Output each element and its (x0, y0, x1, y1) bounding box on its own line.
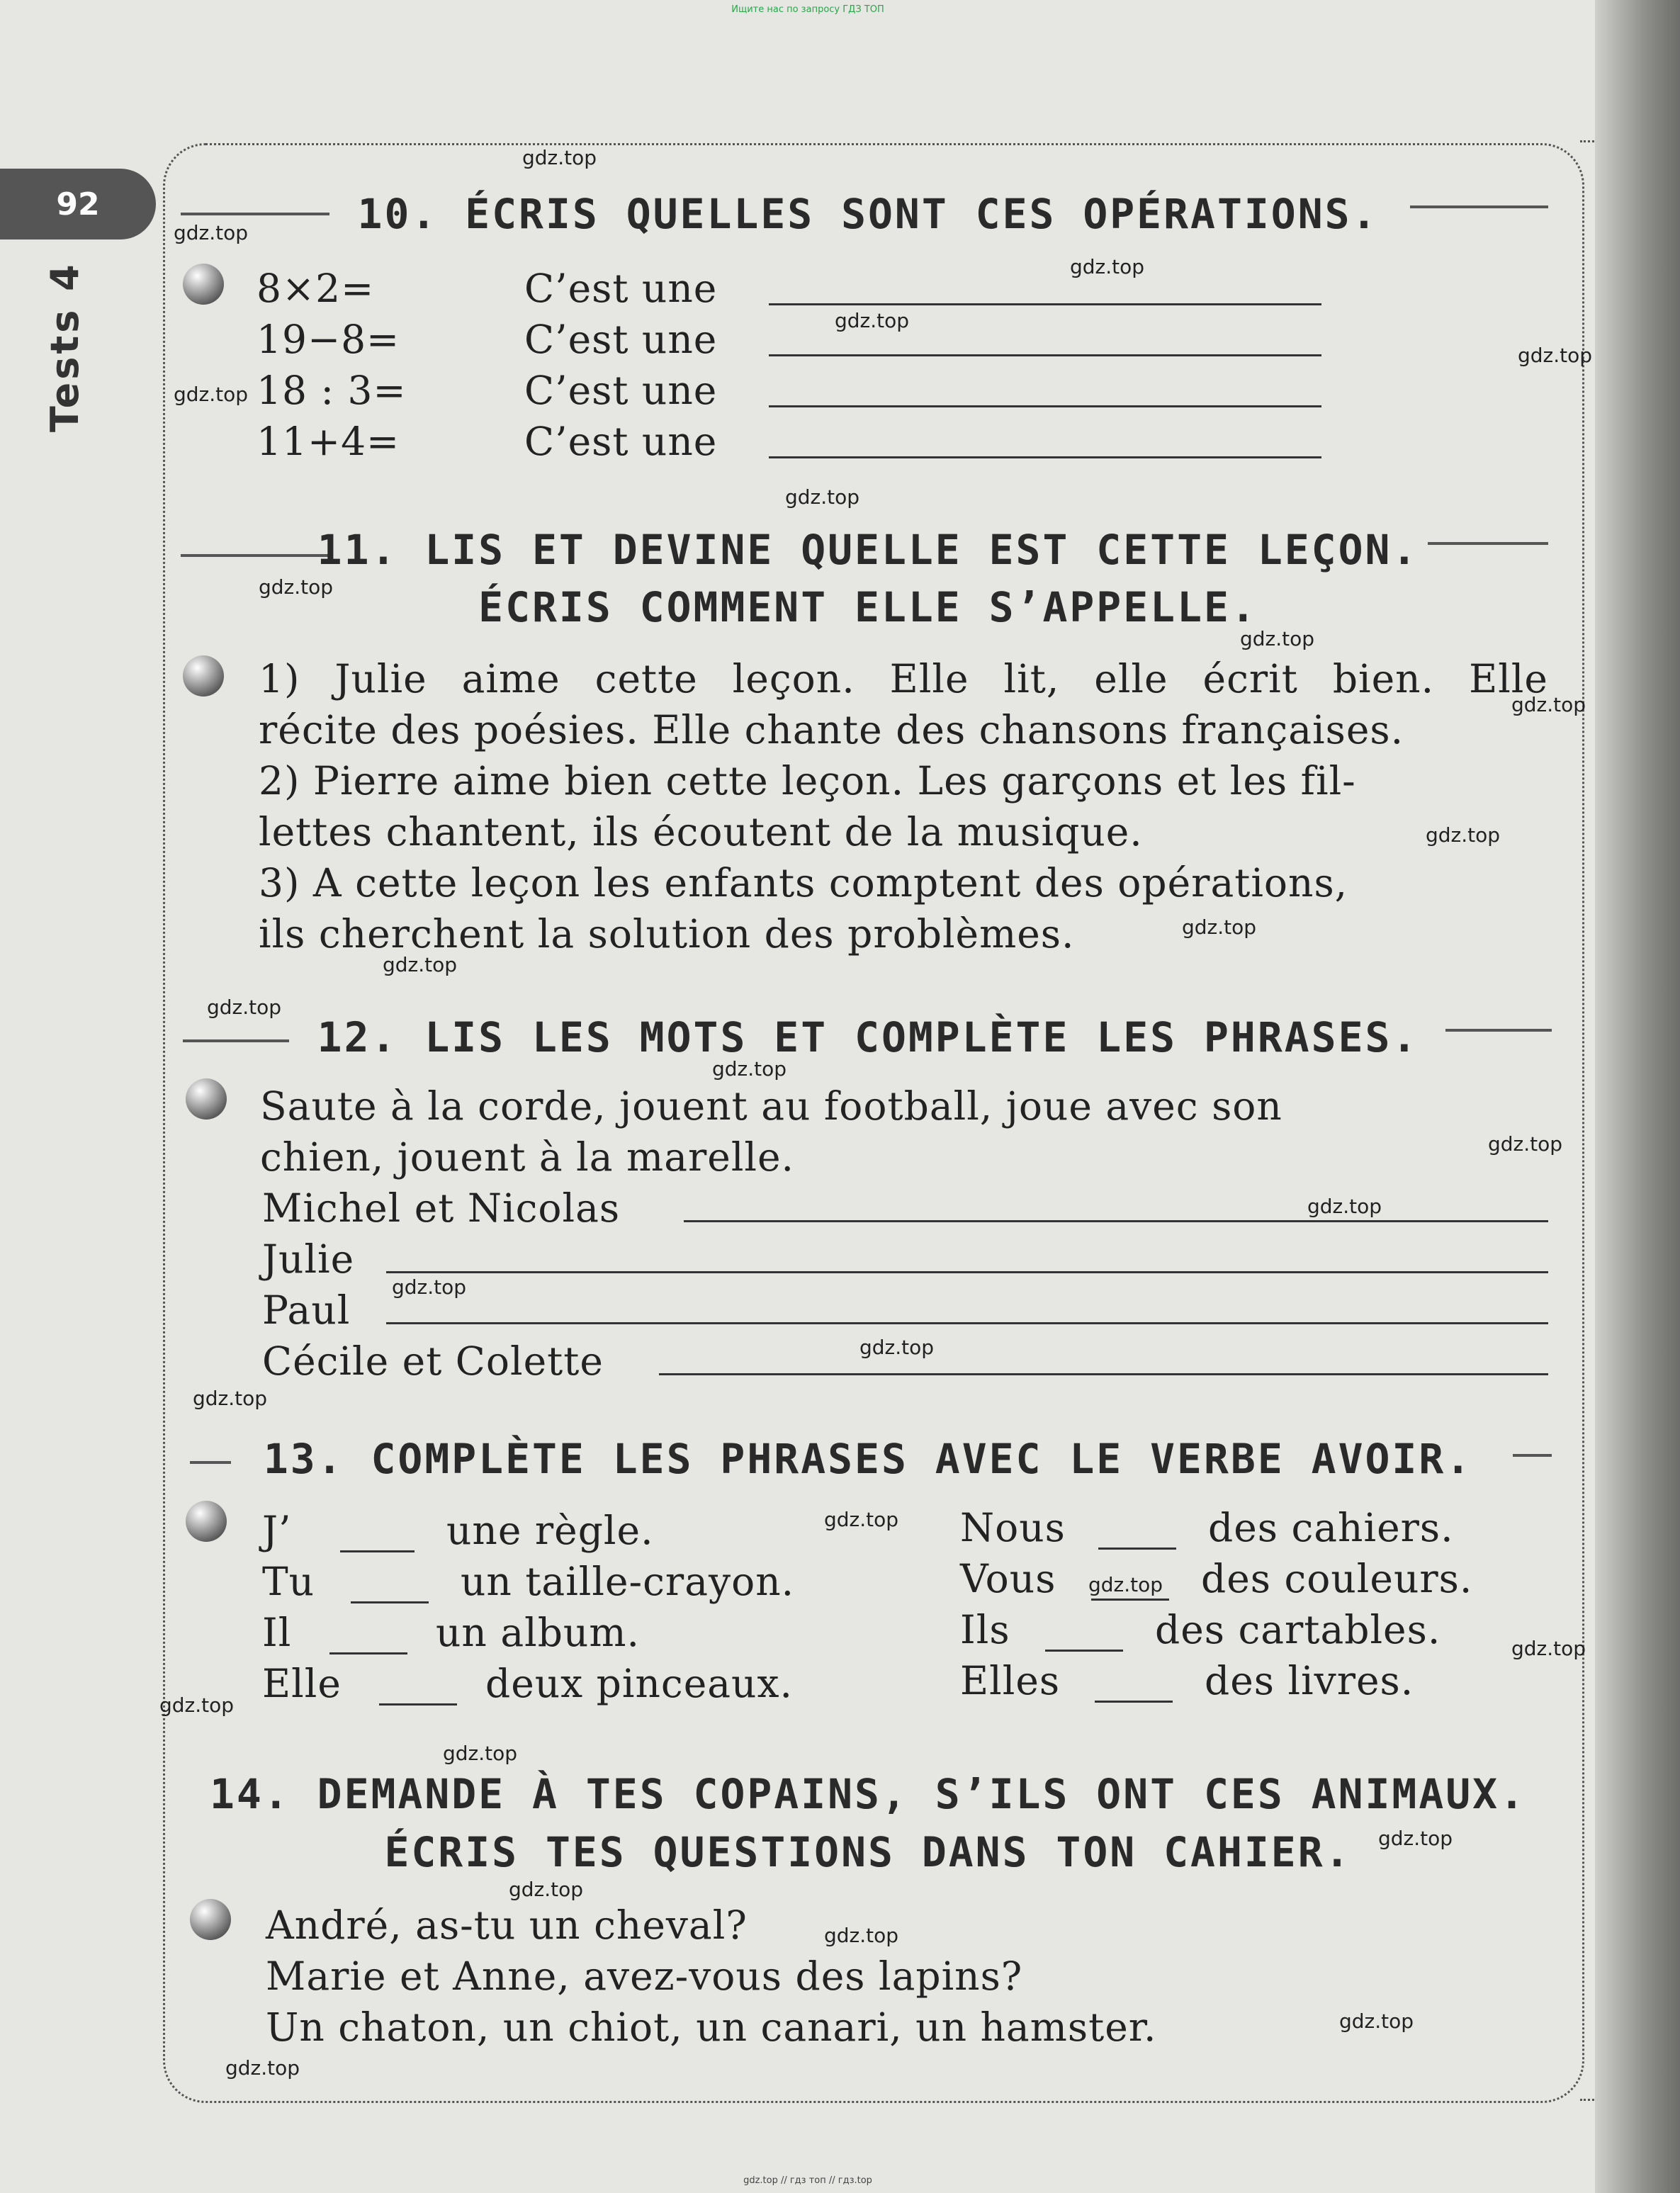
watermark: gdz.top (1518, 344, 1593, 367)
watermark: gdz.top (174, 383, 249, 406)
answer-blank[interactable] (1095, 1701, 1173, 1703)
watermark: gdz.top (193, 1387, 268, 1410)
ex10-op: 18 : 3= (256, 368, 407, 413)
watermark: gdz.top (522, 146, 597, 169)
ex14-line: Marie et Anne, avez-vous des lapins? (266, 1954, 1023, 1999)
ex11-title-2: ÉCRIS COMMENT ELLE S’APPELLE. (478, 583, 1258, 631)
ex12-words: chien, jouent à la marelle. (260, 1134, 795, 1180)
answer-blank[interactable] (386, 1322, 1548, 1324)
ex10-op: 11+4= (256, 419, 400, 464)
ex13-rest: des couleurs. (1201, 1556, 1473, 1601)
answer-blank[interactable] (351, 1601, 429, 1603)
answer-blank[interactable] (1091, 1599, 1169, 1601)
bullet-icon (190, 1899, 231, 1940)
ex13-subject: Tu (262, 1559, 315, 1604)
watermark: gdz.top (1307, 1195, 1382, 1218)
ex11-line: ils cherchent la solution des problèmes. (259, 911, 1075, 957)
answer-blank[interactable] (769, 303, 1321, 305)
watermark: gdz.top (174, 221, 249, 244)
ex12-words: Saute à la corde, jouent au football, joue avec son (260, 1083, 1282, 1129)
ex13-rest: une règle. (446, 1508, 654, 1553)
watermark: gdz.top (1070, 255, 1145, 278)
watermark: gdz.top (1339, 2009, 1414, 2033)
watermark: gdz.top (859, 1336, 935, 1359)
ex10-text: C’est une (524, 419, 718, 464)
ex13-subject: J’ (262, 1508, 292, 1553)
bullet-icon (183, 655, 224, 697)
ex13-rest: un taille-crayon. (461, 1559, 795, 1604)
answer-blank[interactable] (340, 1550, 415, 1552)
watermark: gdz.top (392, 1275, 467, 1299)
ex11-line: 3) A cette leçon les enfants comptent des opérations, (259, 860, 1348, 906)
watermark: gdz.top (1511, 1637, 1586, 1660)
ex14-line: Un chaton, un chiot, un canari, un hamster. (266, 2005, 1157, 2050)
answer-blank[interactable] (1045, 1650, 1123, 1652)
answer-blank[interactable] (329, 1652, 407, 1654)
ex11-title: 11. LIS ET DEVINE QUELLE EST CETTE LEÇON. (317, 526, 1419, 574)
ex10-title: 10. ÉCRIS QUELLES SONT CES OPÉRATIONS. (357, 190, 1379, 238)
watermark: gdz.top (383, 953, 458, 976)
watermark: gdz.top (509, 1878, 584, 1901)
top-banner: Ищите нас по запросу ГДЗ ТОП (731, 4, 884, 15)
bullet-icon (183, 264, 224, 305)
watermark: gdz.top (1488, 1132, 1563, 1156)
ex13-subject: Vous (960, 1556, 1056, 1601)
ex13-subject: Il (262, 1610, 292, 1655)
watermark: gdz.top (1182, 915, 1257, 939)
ex10-text: C’est une (524, 368, 718, 413)
ex13-subject: Elles (960, 1658, 1061, 1703)
ex13-subject: Ils (960, 1607, 1010, 1652)
ex12-subject: Michel et Nicolas (262, 1185, 621, 1231)
bottom-banner: gdz.top // гдз топ // гдз.top (743, 2175, 872, 2186)
side-label: Tests 4 (43, 261, 87, 432)
ex10-op: 8×2= (256, 266, 375, 311)
ex13-rest: un album. (436, 1610, 640, 1655)
watermark: gdz.top (824, 1508, 899, 1531)
answer-blank[interactable] (684, 1220, 1548, 1222)
ex14-title: 14. DEMANDE À TES COPAINS, S’ILS ONT CES ANIMAUX. (209, 1770, 1527, 1818)
answer-blank[interactable] (1098, 1547, 1176, 1550)
ex10-text: C’est une (524, 266, 718, 311)
answer-blank[interactable] (769, 456, 1321, 458)
answer-blank[interactable] (769, 354, 1321, 356)
ex13-rest: des livres. (1205, 1658, 1414, 1703)
ex13-subject: Elle (262, 1661, 342, 1706)
ex12-subject: Cécile et Colette (262, 1338, 604, 1384)
ex12-subject: Julie (262, 1236, 355, 1282)
ex12-title: 12. LIS LES MOTS ET COMPLÈTE LES PHRASES. (317, 1013, 1419, 1061)
watermark: gdz.top (824, 1924, 899, 1947)
ex10-text: C’est une (524, 317, 718, 362)
watermark: gdz.top (225, 2056, 300, 2080)
ex11-line: lettes chantent, ils écoutent de la musique. (259, 809, 1143, 855)
ex12-subject: Paul (262, 1287, 351, 1333)
answer-blank[interactable] (379, 1703, 457, 1706)
answer-blank[interactable] (659, 1373, 1548, 1375)
watermark: gdz.top (259, 575, 334, 599)
ex14-title-2: ÉCRIS TES QUESTIONS DANS TON CAHIER. (384, 1828, 1352, 1876)
ex11-line: 1) Julie aime cette leçon. Elle lit, elle écrit bien. Elle (259, 656, 1548, 701)
ex11-line: 2) Pierre aime bien cette leçon. Les garçons et les fil- (259, 758, 1356, 804)
watermark: gdz.top (785, 485, 860, 509)
answer-blank[interactable] (769, 405, 1321, 407)
watermark: gdz.top (1088, 1573, 1163, 1596)
ex13-rest: des cahiers. (1208, 1505, 1454, 1550)
watermark: gdz.top (1378, 1827, 1453, 1850)
watermark: gdz.top (1426, 823, 1501, 847)
watermark: gdz.top (159, 1693, 235, 1717)
watermark: gdz.top (1511, 693, 1586, 716)
page-number: 92 (0, 169, 156, 239)
ex13-rest: deux pinceaux. (485, 1661, 793, 1706)
bullet-icon (186, 1501, 227, 1542)
ex10-op: 19−8= (256, 317, 400, 362)
book-spine (1595, 0, 1680, 2193)
ex13-title: 13. COMPLÈTE LES PHRASES AVEC LE VERBE AVOIR. (263, 1435, 1473, 1483)
bullet-icon (186, 1078, 227, 1120)
watermark: gdz.top (207, 996, 282, 1019)
watermark: gdz.top (1240, 627, 1315, 650)
ex13-rest: des cartables. (1155, 1607, 1441, 1652)
ex14-line: André, as-tu un cheval? (266, 1902, 748, 1948)
ex11-line: récite des poésies. Elle chante des chansons françaises. (259, 707, 1404, 752)
ex13-subject: Nous (960, 1505, 1066, 1550)
answer-blank[interactable] (386, 1271, 1548, 1273)
watermark: gdz.top (835, 309, 910, 332)
watermark: gdz.top (443, 1742, 518, 1765)
watermark: gdz.top (712, 1057, 787, 1081)
